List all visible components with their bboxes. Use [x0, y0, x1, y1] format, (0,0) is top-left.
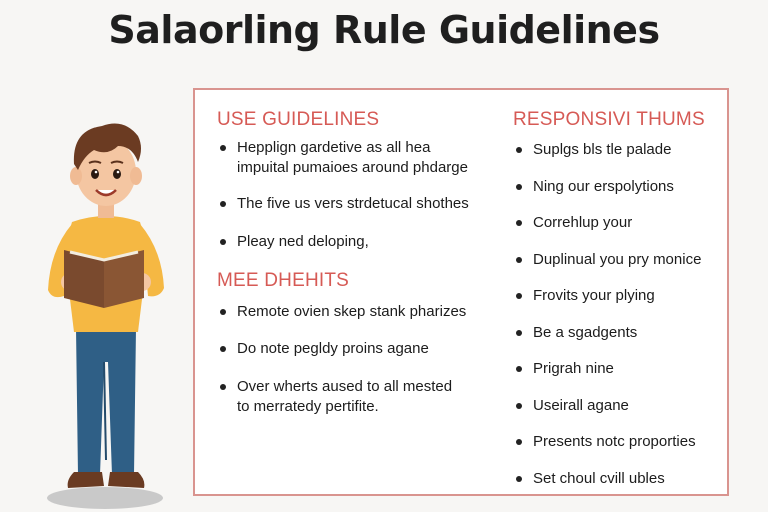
- ground-shadow: [47, 487, 163, 509]
- list-item: The five us vers strdetucal shothes: [217, 194, 469, 214]
- mee-dhehits-heading: MEE DHEHITS: [217, 270, 350, 291]
- list-item: Ning our erspolytions: [513, 177, 674, 197]
- bullet-icon: [220, 309, 226, 315]
- right-column: [495, 90, 729, 494]
- list-item: Useirall agane: [513, 396, 629, 416]
- list-item: Do note pegldy proins agane: [217, 339, 429, 359]
- bullet-icon: [516, 439, 522, 445]
- list-item: Hepplign gardetive as all hea impuital pumaioes around phdarge: [217, 138, 468, 178]
- list-item: Over wherts aused to all mested to merratedy pertifite.: [217, 377, 452, 417]
- guidelines-panel: [193, 88, 729, 496]
- list-item: Pleay ned deloping,: [217, 232, 369, 252]
- right-shoe: [108, 472, 144, 488]
- list-item: Frovits your plying: [513, 286, 655, 306]
- responsive-thums-heading: RESPONSIVI THUMS: [513, 109, 705, 130]
- bullet-icon: [516, 293, 522, 299]
- list-item: Remote ovien skep stank pharizes: [217, 302, 466, 322]
- list-item: Duplinual you pry monice: [513, 250, 701, 270]
- bullet-icon: [516, 220, 522, 226]
- bullet-icon: [220, 201, 226, 207]
- bullet-icon: [220, 384, 226, 390]
- bullet-icon: [516, 366, 522, 372]
- list-item: Prigrah nine: [513, 359, 614, 379]
- bullet-icon: [220, 145, 226, 151]
- list-item: Be a sgadgents: [513, 323, 637, 343]
- left-shoe: [68, 472, 104, 488]
- bullet-icon: [516, 257, 522, 263]
- page-title: Salaorling Rule Guidelines: [108, 8, 660, 52]
- list-item: Presents notc proporties: [513, 432, 696, 452]
- boy-reading-illustration: [20, 100, 190, 512]
- list-item: Correhlup your: [513, 213, 632, 233]
- list-item: Set choul cvill ubles: [513, 469, 665, 489]
- list-item: Suplgs bls tle palade: [513, 140, 671, 160]
- left-column: [195, 90, 495, 494]
- bullet-icon: [516, 147, 522, 153]
- bullet-icon: [220, 239, 226, 245]
- bullet-icon: [516, 184, 522, 190]
- bullet-icon: [516, 476, 522, 482]
- bullet-icon: [516, 330, 522, 336]
- bullet-icon: [516, 403, 522, 409]
- use-guidelines-heading: USE GUIDELINES: [217, 109, 380, 130]
- bullet-icon: [220, 346, 226, 352]
